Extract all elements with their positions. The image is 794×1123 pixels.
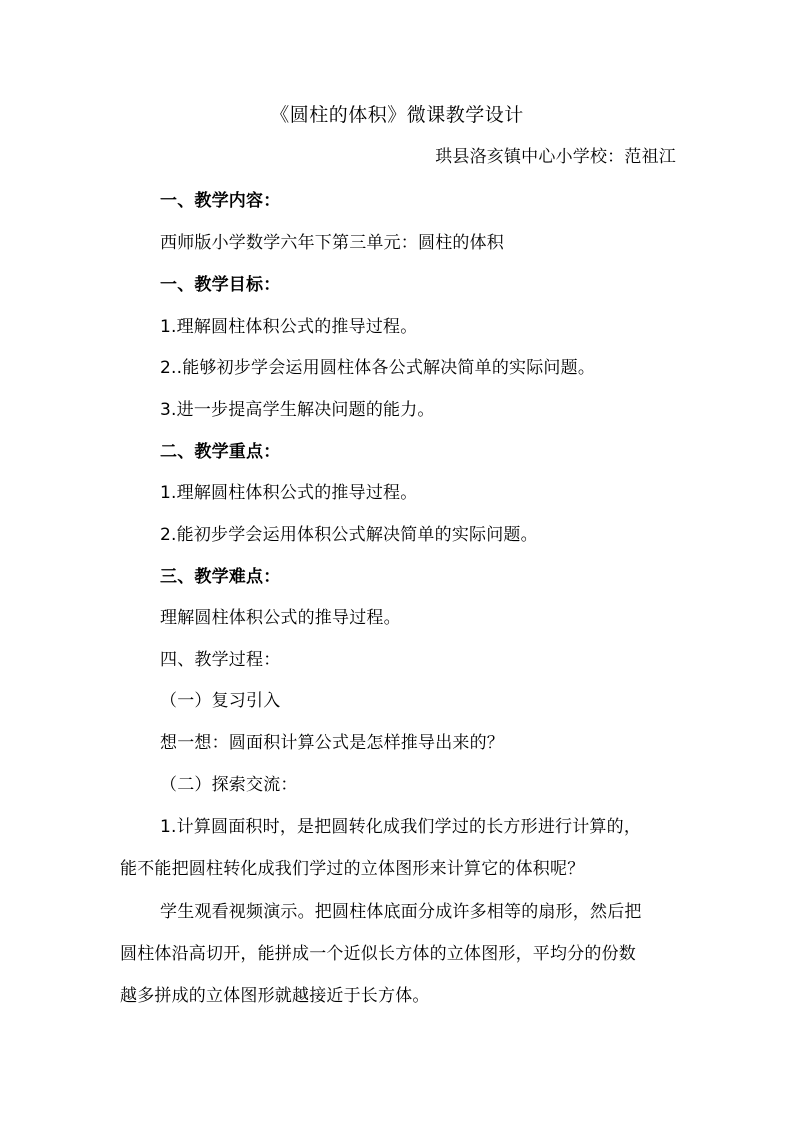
goal-item: 1.理解圆柱体积公式的推导过程。 bbox=[160, 317, 418, 337]
paragraph-line: 圆柱体沿高切开，能拼成一个近似长方体的立体图形，平均分的份数 bbox=[120, 944, 636, 964]
paragraph-line: 越多拼成的立体图形就越接近于长方体。 bbox=[120, 986, 430, 1006]
section-content-heading: 一、教学内容： bbox=[160, 191, 281, 211]
section-process-heading: 四、教学过程： bbox=[160, 650, 281, 670]
document-author: 珙县洛亥镇中心小学校：范祖江 bbox=[435, 147, 676, 167]
section-key-points-heading: 二、教学重点： bbox=[160, 442, 281, 462]
paragraph-line: 1.计算圆面积时，是把圆转化成我们学过的长方形进行计算的， bbox=[160, 817, 642, 837]
goal-item: 3.进一步提高学生解决问题的能力。 bbox=[160, 400, 435, 420]
section-goals-heading: 一、教学目标： bbox=[160, 275, 281, 295]
section-difficulties-heading: 三、教学难点： bbox=[160, 567, 281, 587]
key-point-item: 2.能初步学会运用体积公式解决简单的实际问题。 bbox=[160, 525, 538, 545]
process-part1-text: 想一想：圆面积计算公式是怎样推导出来的？ bbox=[160, 733, 504, 753]
paragraph-line: 学生观看视频演示。把圆柱体底面分成许多相等的扇形，然后把 bbox=[160, 902, 642, 922]
document-title: 《圆柱的体积》微课教学设计 bbox=[270, 104, 524, 126]
goal-item: 2..能够初步学会运用圆柱体各公式解决简单的实际问题。 bbox=[160, 358, 596, 378]
section-content-text: 西师版小学数学六年下第三单元：圆柱的体积 bbox=[160, 233, 504, 253]
section-difficulties-text: 理解圆柱体积公式的推导过程。 bbox=[160, 608, 401, 628]
key-point-item: 1.理解圆柱体积公式的推导过程。 bbox=[160, 483, 418, 503]
process-part1-heading: （一）复习引入 bbox=[160, 691, 281, 711]
paragraph-line: 能不能把圆柱转化成我们学过的立体图形来计算它的体积呢？ bbox=[120, 859, 585, 879]
process-part2-heading: （二）探索交流： bbox=[160, 775, 298, 795]
